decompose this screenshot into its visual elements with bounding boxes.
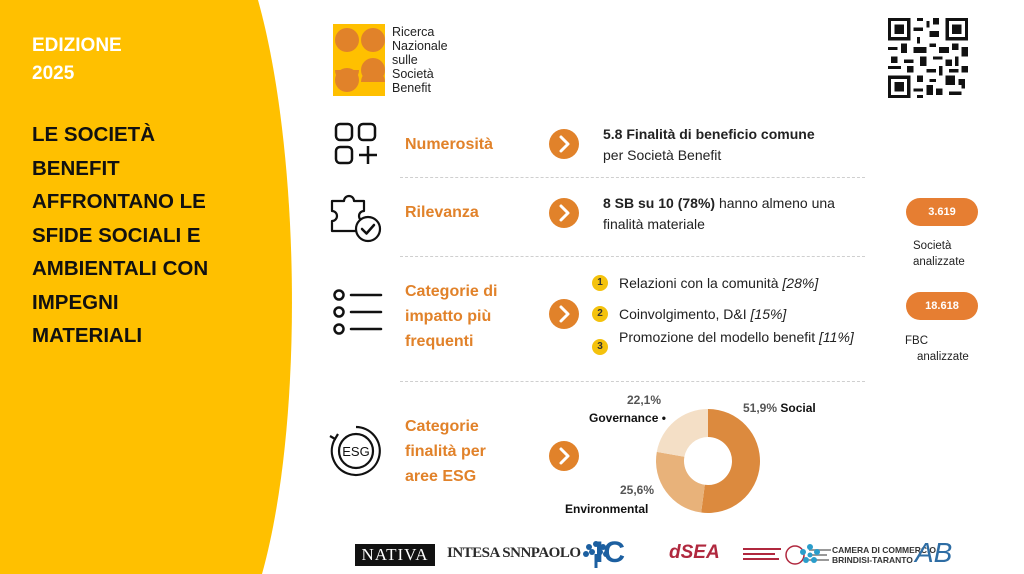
category-pct: [15%] [750, 306, 787, 322]
pie-label-governance-pct [627, 393, 661, 408]
pie-label-pct: 25,6% [620, 483, 655, 497]
pie-label-governance-name: Governance • [589, 411, 666, 425]
category-label: Coinvolgimento, D&I [619, 306, 751, 322]
row-label-line: Categorie di [405, 283, 498, 300]
category-item [592, 274, 862, 293]
category-number: 1 [592, 275, 608, 291]
stat-caption-line: FBC [905, 335, 928, 347]
camera-line: BRINDISI-TARANTO [832, 555, 913, 565]
row-text-rest: hanno almeno una finalità materiale [603, 195, 835, 232]
sidebar-panel [0, 0, 300, 574]
camera-commercio-icon [797, 542, 823, 568]
category-text [619, 328, 859, 347]
divider [400, 177, 865, 178]
ab-logo: AB [915, 537, 953, 568]
row-label-numerosita [405, 132, 493, 157]
qr-code-icon[interactable] [888, 18, 968, 98]
headline-line: MATERIALI [32, 324, 143, 347]
intesa-sanpaolo-logo: INTESA SNNPAOLO [447, 545, 581, 561]
pie-label-social [743, 401, 816, 416]
list-icon [333, 288, 385, 336]
headline-line: SFIDE SOCIALI E [32, 223, 201, 247]
category-text [619, 305, 862, 324]
logo-line: sulle [392, 53, 418, 67]
row-arrow-button[interactable] [549, 299, 579, 329]
stat-caption [905, 333, 969, 365]
logo-line: Nazionale [392, 39, 448, 53]
row-label-line: Categorie [405, 418, 479, 435]
camera-line: CAMERA DI COMMERCIO [832, 545, 937, 555]
stat-caption [913, 238, 965, 270]
row-label-line: Rilevanza [405, 204, 479, 221]
row-text-bold: 5.8 Finalità di beneficio comune [603, 126, 815, 142]
pie-label-name: Social [780, 401, 816, 415]
partner-logos [355, 536, 975, 572]
dsea-logo: dSEA [669, 542, 720, 563]
row-arrow-button[interactable] [549, 129, 579, 159]
row-label-categorie-impatto [405, 279, 497, 354]
headline [32, 118, 282, 353]
logo-text [392, 25, 448, 95]
row-label-line: aree ESG [405, 468, 477, 485]
row-label-categorie-esg [405, 414, 486, 489]
stat-caption-line: analizzate [913, 256, 965, 268]
esg-icon [327, 424, 385, 478]
category-text [619, 274, 862, 293]
puzzle-check-icon [328, 189, 384, 245]
row-arrow-button[interactable] [549, 198, 579, 228]
row-text-rest: per Società Benefit [603, 147, 722, 163]
stat-badge-societa: 3.619 [906, 198, 978, 226]
logo-line: Ricerca [392, 25, 435, 39]
headline-line: AFFRONTANO LE [32, 190, 206, 213]
chevron-right-icon [549, 299, 579, 329]
category-number: 2 [592, 306, 608, 322]
donut-slice-environmental [656, 452, 705, 513]
pie-label-pct: 22,1% [627, 393, 662, 407]
stat-badge-fbc: 18.618 [906, 292, 978, 320]
headline-line: IMPEGNI [32, 290, 119, 314]
logo-line: Società [392, 67, 434, 81]
divider [400, 256, 865, 257]
category-pct: [11%] [819, 329, 854, 345]
pie-label-name: Environmental [565, 502, 649, 516]
headline-line: LE SOCIETÀ [32, 123, 156, 146]
edition-label [32, 32, 122, 88]
category-label: Relazioni con la comunità [619, 275, 783, 291]
infocamere-logo: IC [595, 536, 625, 569]
row-label-line: impatto più [405, 308, 492, 325]
pie-label-environmental-pct [620, 483, 654, 498]
nativa-logo: NATIVA [355, 544, 435, 566]
category-label: Promozione del modello benefit [619, 329, 820, 345]
chevron-right-icon [549, 129, 579, 159]
category-item [592, 305, 862, 324]
stat-caption-line: analizzate [917, 351, 969, 363]
chevron-right-icon [549, 198, 579, 228]
category-pct: [28%] [782, 275, 819, 291]
grid-plus-icon [333, 121, 383, 167]
row-label-line: frequenti [405, 333, 474, 350]
row-text-numerosita [603, 124, 833, 166]
row-label-rilevanza [405, 200, 479, 225]
category-number: 3 [592, 339, 608, 355]
headline-line: BENEFIT [32, 156, 120, 180]
chevron-right-icon [549, 441, 579, 471]
svg-text:ESG: ESG [342, 444, 370, 459]
category-item [592, 328, 862, 352]
divider [400, 381, 865, 382]
pie-label-pct: 51,9% [743, 401, 778, 415]
row-text-bold: 8 SB su 10 (78%) [603, 195, 716, 211]
row-text-rilevanza [603, 193, 843, 235]
row-arrow-button[interactable] [549, 441, 579, 471]
logo-line: Benefit [392, 81, 431, 95]
edition-line: EDIZIONE [32, 35, 122, 56]
row-label-line: Numerosità [405, 136, 494, 153]
donut-slice-social [701, 409, 760, 513]
headline-line: AMBIENTALI CON [32, 257, 209, 280]
row-label-line: finalità per [405, 443, 486, 460]
esg-donut-chart [654, 407, 762, 515]
stat-caption-line: Società [913, 240, 952, 252]
edition-year: 2025 [32, 63, 75, 84]
pie-label-name: Governance [589, 411, 659, 425]
pie-label-environmental-name [565, 502, 648, 517]
